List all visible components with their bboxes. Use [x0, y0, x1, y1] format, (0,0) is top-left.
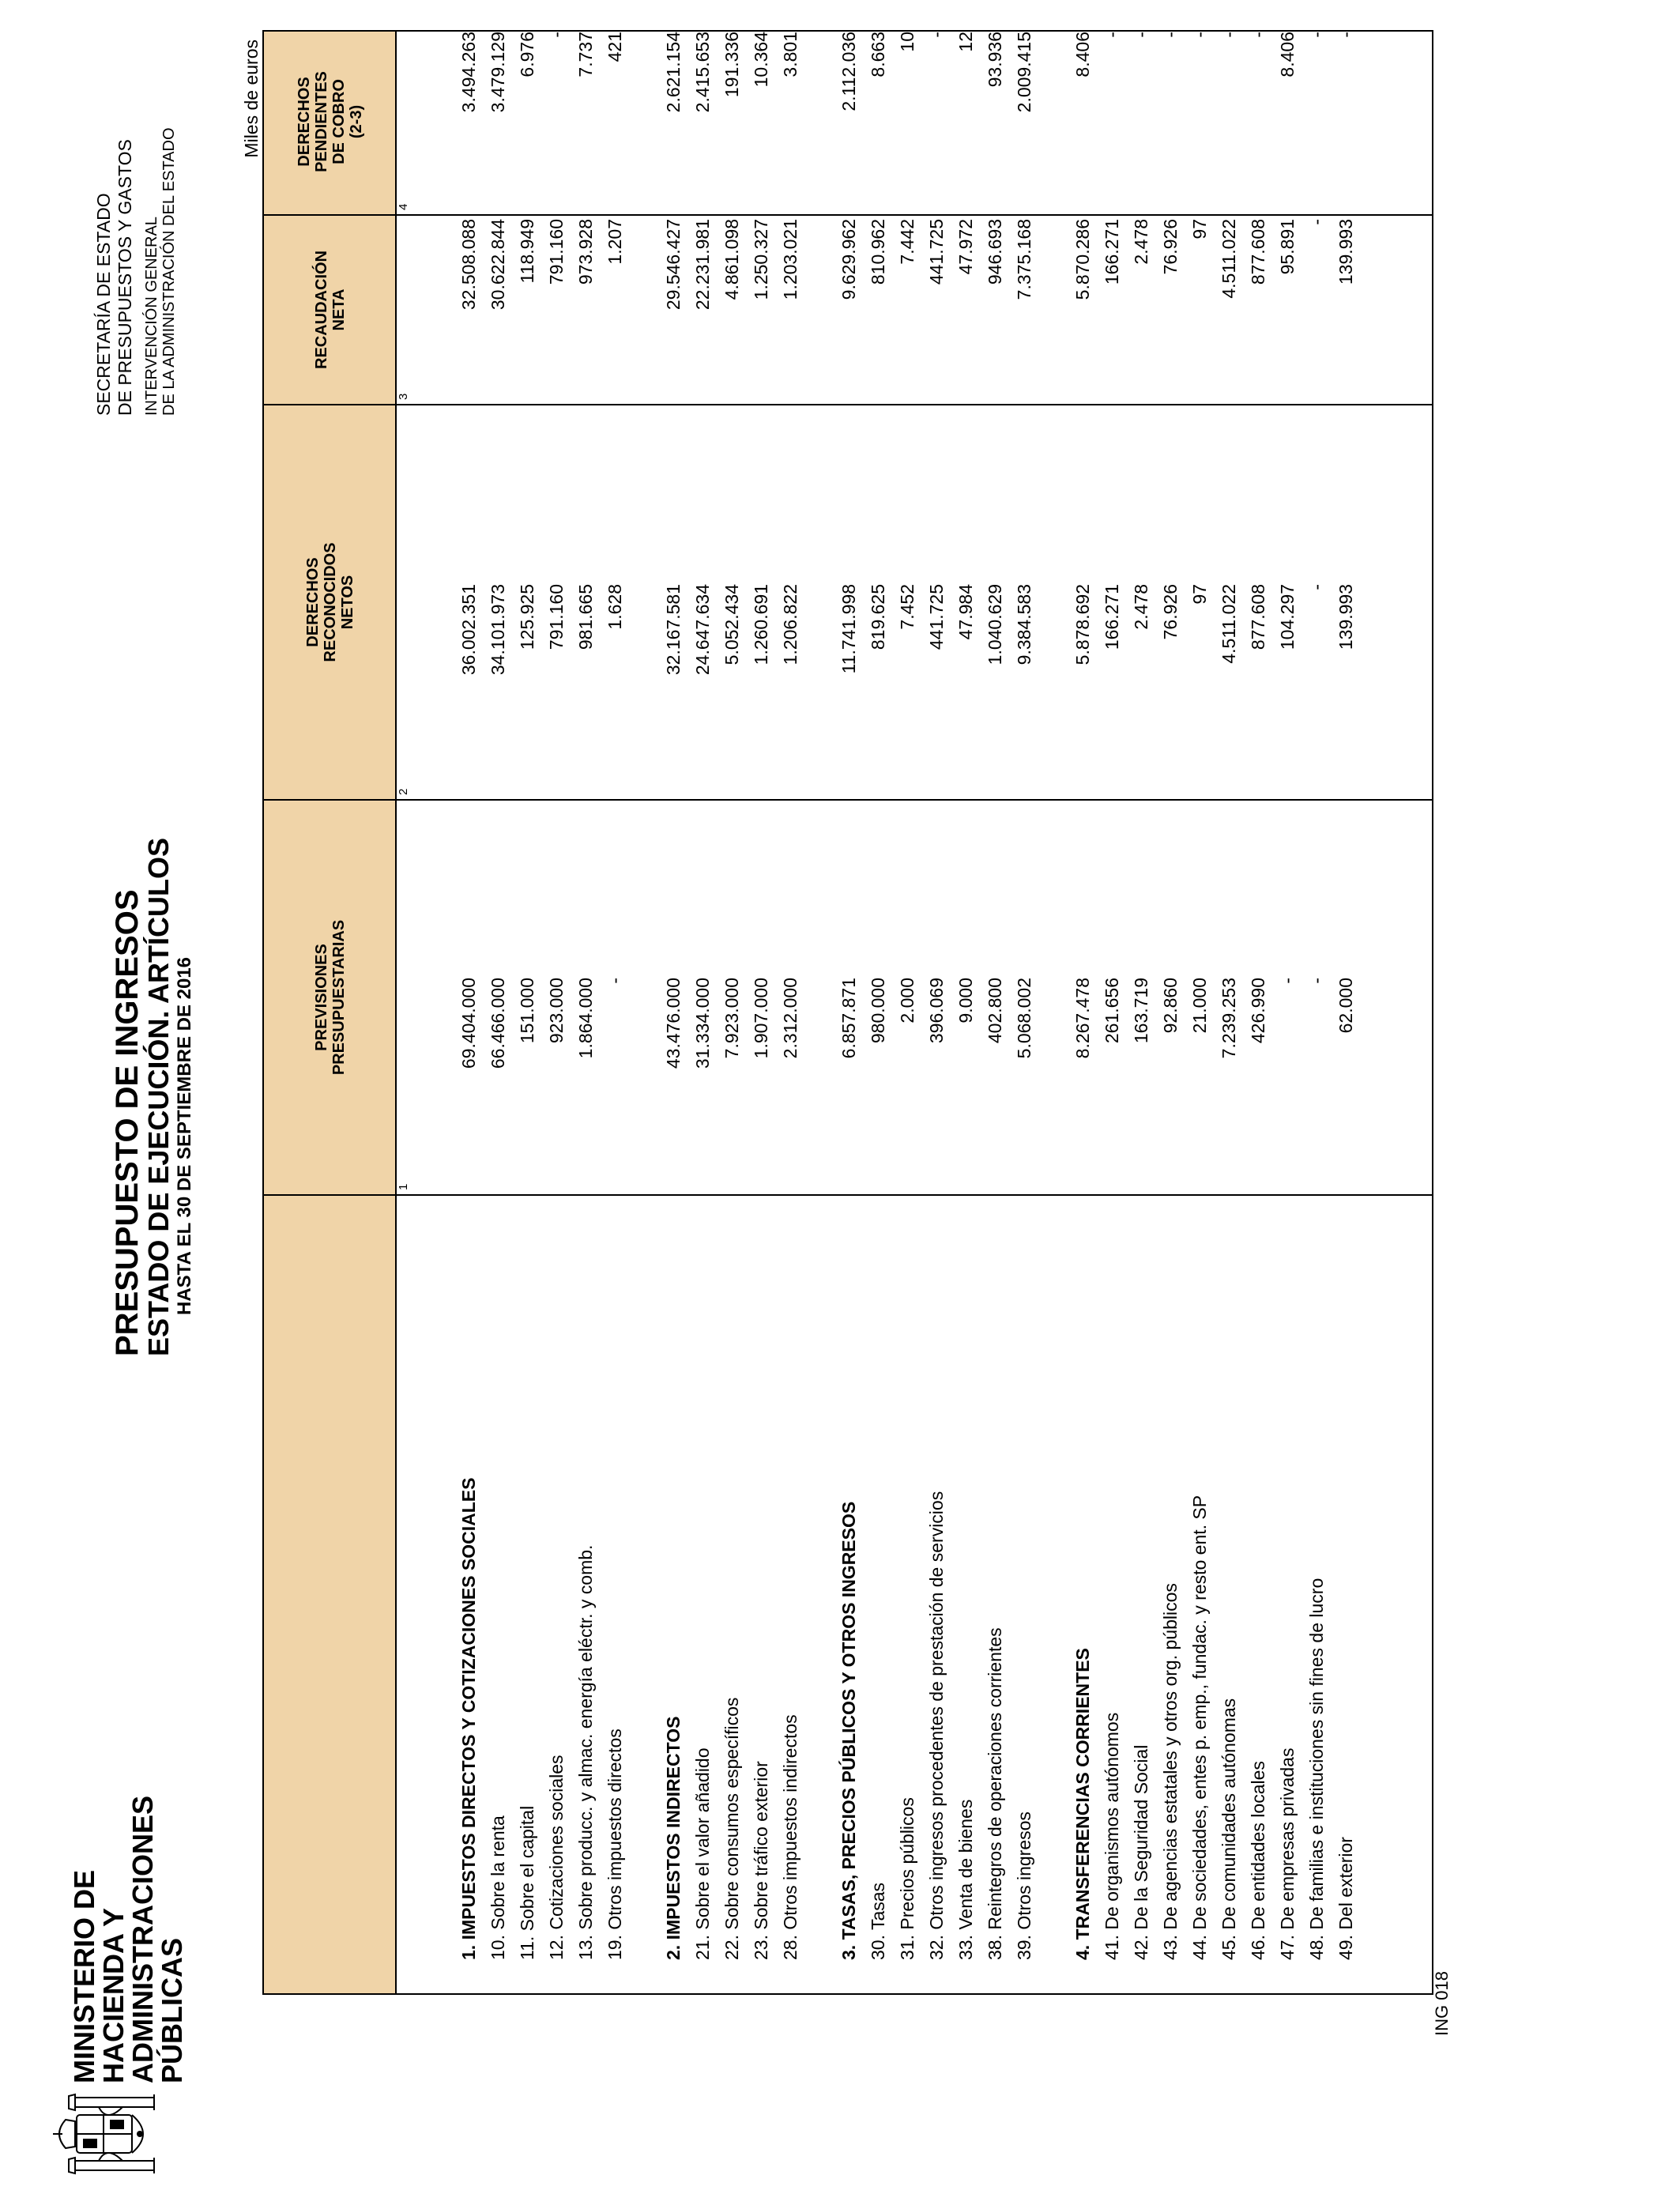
row-value: - — [1189, 32, 1210, 38]
row-label: 10. Sobre la renta — [488, 1815, 508, 1960]
table-row — [777, 30, 804, 1993]
row-value: 1.203.021 — [780, 219, 800, 300]
secretaria-line: DE PRESUPUESTOS Y GASTOS — [115, 139, 135, 416]
row-value: 24.647.634 — [692, 584, 713, 676]
row-value: 9.629.962 — [838, 219, 859, 300]
row-value: 8.406 — [1277, 32, 1298, 77]
row-value: 166.271 — [1102, 584, 1122, 650]
row-value: 95.891 — [1277, 219, 1298, 275]
table-row — [543, 30, 571, 1993]
row-value: 973.928 — [575, 219, 596, 285]
row-value: 97 — [1189, 219, 1210, 239]
row-value: 1.907.000 — [751, 978, 771, 1059]
column-header — [264, 800, 397, 1195]
row-value: 31.334.000 — [692, 978, 713, 1069]
row-value: 396.069 — [926, 978, 947, 1044]
row-value: 2.000 — [897, 978, 917, 1023]
row-label: 38. Reintegros de operaciones corrientes — [985, 1627, 1005, 1960]
row-label: 13. Sobre producc. y almac. energía eléctr. y comb. — [575, 1544, 596, 1960]
table-row — [1303, 30, 1331, 1993]
row-value: - — [1248, 32, 1268, 38]
row-value: 810.962 — [868, 219, 888, 285]
row-label: 21. Sobre el valor añadido — [692, 1747, 713, 1960]
column-header-line: RECAUDACIÓN — [313, 251, 330, 369]
row-value: 11.741.998 — [838, 584, 859, 674]
row-label: 48. De familias e instituciones sin fines de lucro — [1306, 1578, 1327, 1960]
row-label: 33. Venta de bienes — [955, 1799, 976, 1960]
secretaria-line: SECRETARÍA DE ESTADO — [93, 193, 114, 416]
row-value: 2.415.653 — [692, 32, 713, 113]
row-value: 426.990 — [1248, 978, 1268, 1044]
row-label: 42. De la Seguridad Social — [1131, 1744, 1151, 1960]
column-number: 4 — [397, 203, 410, 210]
column-header-line: RECONOCIDOS — [322, 542, 339, 662]
row-value: - — [1160, 32, 1181, 38]
column-header — [264, 405, 397, 800]
row-value: 2.009.415 — [1014, 32, 1034, 113]
row-label: 44. De sociedades, entes p. emp., fundac. y resto ent. SP — [1189, 1495, 1210, 1960]
row-value: 93.936 — [985, 32, 1005, 88]
row-label: 32. Otros ingresos procedentes de prestación de servicios — [926, 1491, 947, 1960]
row-value: - — [1131, 32, 1151, 38]
column-divider — [264, 1194, 1432, 1196]
row-value: 7.375.168 — [1014, 219, 1034, 300]
table-row — [894, 30, 921, 1993]
row-label: 45. De comunidades autónomas — [1219, 1698, 1239, 1960]
table-row — [1332, 30, 1360, 1993]
row-value: 2.621.154 — [663, 32, 684, 113]
row-value: 151.000 — [517, 978, 537, 1044]
row-value: 2.478 — [1131, 219, 1151, 265]
row-value: 47.984 — [955, 584, 976, 640]
row-value: 923.000 — [546, 978, 567, 1044]
row-value: 1.250.327 — [751, 219, 771, 300]
table-row — [1098, 30, 1126, 1993]
row-value: 29.546.427 — [663, 219, 684, 311]
column-number: 1 — [397, 1183, 410, 1190]
row-value: 3.494.263 — [458, 32, 479, 113]
row-value: 421 — [605, 32, 625, 62]
row-value: 8.267.478 — [1072, 978, 1093, 1059]
table-row — [981, 30, 1009, 1993]
row-value: 8.663 — [868, 32, 888, 77]
row-value: - — [1306, 32, 1327, 38]
row-value: - — [1277, 978, 1298, 984]
row-label: 12. Cotizaciones sociales — [546, 1755, 567, 1960]
row-value: 1.206.822 — [780, 584, 800, 665]
table-row — [689, 30, 717, 1993]
row-value: 3.479.129 — [488, 32, 508, 113]
column-header — [264, 28, 397, 215]
row-value: 166.271 — [1102, 219, 1122, 285]
row-label: 1. IMPUESTOS DIRECTOS Y COTIZACIONES SOCIALES — [458, 1477, 479, 1960]
table-row — [952, 30, 980, 1993]
intervencion-line: DE LA ADMINISTRACIÓN DEL ESTADO — [160, 127, 178, 416]
row-value: 30.622.844 — [488, 219, 508, 311]
row-value: 8.406 — [1072, 32, 1093, 77]
row-value: 2.112.036 — [838, 32, 859, 111]
row-label: 43. De agencias estatales y otros org. públicos — [1160, 1583, 1181, 1960]
row-value: 261.656 — [1102, 978, 1122, 1044]
row-value: 1.628 — [605, 584, 625, 630]
row-value: 9.384.583 — [1014, 584, 1034, 665]
coat-of-arms-icon — [51, 2091, 170, 2177]
table-row — [864, 30, 892, 1993]
row-value: 36.002.351 — [458, 584, 479, 676]
column-divider — [264, 404, 1432, 405]
row-value: 7.239.253 — [1219, 978, 1239, 1059]
row-value: 10.364 — [751, 32, 771, 88]
table-row — [718, 30, 746, 1993]
table-row — [601, 30, 629, 1993]
row-value: 139.993 — [1335, 584, 1356, 650]
title-main: PRESUPUESTO DE INGRESOS — [110, 889, 145, 1356]
column-header-line: NETOS — [339, 575, 356, 630]
row-value: 791.160 — [546, 219, 567, 285]
column-header — [264, 215, 397, 405]
row-label: 49. Del exterior — [1335, 1837, 1356, 1960]
row-value: - — [1306, 219, 1327, 225]
budget-table — [262, 30, 1433, 1995]
table-row — [1245, 30, 1272, 1993]
row-value: 22.231.981 — [692, 219, 713, 311]
row-value: 32.508.088 — [458, 219, 479, 311]
row-label: 23. Sobre tráfico exterior — [751, 1761, 771, 1960]
row-value: - — [605, 978, 625, 984]
row-label: 47. De empresas privadas — [1277, 1747, 1298, 1960]
row-value: 980.000 — [868, 978, 888, 1044]
row-label: 28. Otros impuestos indirectos — [780, 1714, 800, 1960]
report-title — [111, 756, 196, 1356]
row-value: 10 — [897, 32, 917, 52]
column-header-line: PREVISIONES — [313, 944, 330, 1051]
row-value: 1.040.629 — [985, 584, 1005, 665]
row-value: 981.665 — [575, 584, 596, 650]
row-value: - — [1102, 32, 1122, 38]
column-number: 3 — [397, 393, 410, 400]
row-value: 441.725 — [926, 219, 947, 285]
intervencion-line: INTERVENCIÓN GENERAL — [143, 217, 160, 416]
column-header-line: PRESUPUESTARIAS — [330, 919, 348, 1076]
row-value: 2.478 — [1131, 584, 1151, 630]
row-value: 21.000 — [1189, 978, 1210, 1034]
row-value: 32.167.581 — [663, 584, 684, 676]
row-value: 5.052.434 — [721, 584, 742, 665]
row-value: - — [1306, 584, 1327, 590]
table-row — [1128, 30, 1155, 1993]
row-value: 92.860 — [1160, 978, 1181, 1034]
column-divider — [264, 799, 1432, 801]
row-value: 791.160 — [546, 584, 567, 650]
table-row — [514, 30, 541, 1993]
row-value: 76.926 — [1160, 584, 1181, 640]
ministry-name — [70, 1751, 186, 2083]
ministry-line: PÚBLICAS — [156, 1937, 188, 2083]
row-value: 34.101.973 — [488, 584, 508, 676]
row-value: 6.976 — [517, 32, 537, 77]
row-value: 877.608 — [1248, 219, 1268, 285]
row-label: 39. Otros ingresos — [1014, 1811, 1034, 1960]
row-value: 125.925 — [517, 584, 537, 650]
column-header-line: PENDIENTES — [313, 71, 330, 172]
row-value: 877.608 — [1248, 584, 1268, 650]
table-row — [572, 30, 600, 1993]
table-section-row — [835, 30, 863, 1993]
ministry-line: ADMINISTRACIONES — [126, 1795, 159, 2083]
ministry-line: MINISTERIO DE — [68, 1869, 100, 2083]
row-value: - — [1335, 32, 1356, 38]
row-value: 43.476.000 — [663, 978, 684, 1069]
row-label: 46. De entidades locales — [1248, 1761, 1268, 1960]
issuing-body — [93, 5, 178, 416]
units-label: Miles de euros — [241, 40, 262, 158]
row-value: 76.926 — [1160, 219, 1181, 275]
row-value: 7.737 — [575, 32, 596, 77]
column-number: 2 — [397, 788, 410, 795]
table-row — [1011, 30, 1038, 1993]
row-label: 11. Sobre el capital — [517, 1805, 537, 1960]
row-value: 5.068.002 — [1014, 978, 1034, 1059]
row-value: 191.336 — [721, 32, 742, 98]
row-value: 441.725 — [926, 584, 947, 650]
row-value: 163.719 — [1131, 978, 1151, 1044]
row-label: 41. De organismos autónomos — [1102, 1712, 1122, 1960]
title-sub: ESTADO DE EJECUCIÓN. ARTÍCULOS — [142, 837, 175, 1356]
row-value: 97 — [1189, 584, 1210, 605]
table-section-row — [660, 30, 687, 1993]
column-header-line: (2-3) — [348, 104, 365, 139]
row-value: 5.870.286 — [1072, 219, 1093, 300]
row-value: 139.993 — [1335, 219, 1356, 285]
column-header-line: DE COBRO — [330, 79, 348, 164]
row-label: 31. Precios públicos — [897, 1797, 917, 1960]
row-value: 7.923.000 — [721, 978, 742, 1059]
table-row — [1215, 30, 1243, 1993]
row-value: 4.861.098 — [721, 219, 742, 300]
table-row — [1186, 30, 1214, 1993]
row-value: 9.000 — [955, 978, 976, 1023]
table-row — [748, 30, 775, 1993]
form-code: ING 018 — [1432, 1971, 1452, 2036]
table-section-row — [455, 30, 483, 1993]
row-value: 47.972 — [955, 219, 976, 275]
row-label: 4. TRANSFERENCIAS CORRIENTES — [1072, 1648, 1093, 1960]
row-value: - — [546, 32, 567, 38]
row-value: - — [1219, 32, 1239, 38]
row-value: 7.442 — [897, 219, 917, 265]
row-label: 19. Otros impuestos directos — [605, 1728, 625, 1960]
row-value: 12 — [955, 32, 976, 52]
row-label: 30. Tasas — [868, 1882, 888, 1960]
table-row — [484, 30, 512, 1993]
row-value: - — [926, 32, 947, 38]
row-value: 66.466.000 — [488, 978, 508, 1069]
row-value: 5.878.692 — [1072, 584, 1093, 665]
row-value: 1.864.000 — [575, 978, 596, 1059]
row-value: 2.312.000 — [780, 978, 800, 1059]
row-value: 62.000 — [1335, 978, 1356, 1034]
column-header-line: NETA — [330, 288, 348, 331]
column-header-line: DERECHOS — [304, 557, 322, 647]
ministry-line: HACIENDA Y — [97, 1907, 130, 2083]
column-divider — [264, 214, 1432, 216]
row-value: 402.800 — [985, 978, 1005, 1044]
row-value: 1.260.691 — [751, 584, 771, 665]
table-row — [1274, 30, 1301, 1993]
row-value: 6.857.871 — [838, 978, 859, 1059]
row-value: 4.511.022 — [1219, 584, 1239, 664]
row-value: 4.511.022 — [1219, 219, 1239, 299]
row-value: 104.297 — [1277, 584, 1298, 650]
row-value: 819.625 — [868, 584, 888, 650]
title-date: HASTA EL 30 DE SEPTIEMBRE DE 2016 — [174, 956, 195, 1315]
row-value: 7.452 — [897, 584, 917, 630]
row-label: 2. IMPUESTOS INDIRECTOS — [663, 1716, 684, 1960]
table-row — [1157, 30, 1185, 1993]
row-value: 1.207 — [605, 219, 625, 265]
table-row — [923, 30, 951, 1993]
row-value: - — [1306, 978, 1327, 984]
row-label: 3. TASAS, PRECIOS PÚBLICOS Y OTROS INGRESOS — [838, 1501, 859, 1960]
column-header-line: DERECHOS — [296, 77, 313, 167]
row-label: 22. Sobre consumos específicos — [721, 1697, 742, 1960]
table-section-row — [1069, 30, 1097, 1993]
row-value: 69.404.000 — [458, 978, 479, 1069]
row-value: 946.693 — [985, 219, 1005, 285]
row-value: 118.949 — [517, 219, 537, 284]
row-value: 3.801 — [780, 32, 800, 77]
